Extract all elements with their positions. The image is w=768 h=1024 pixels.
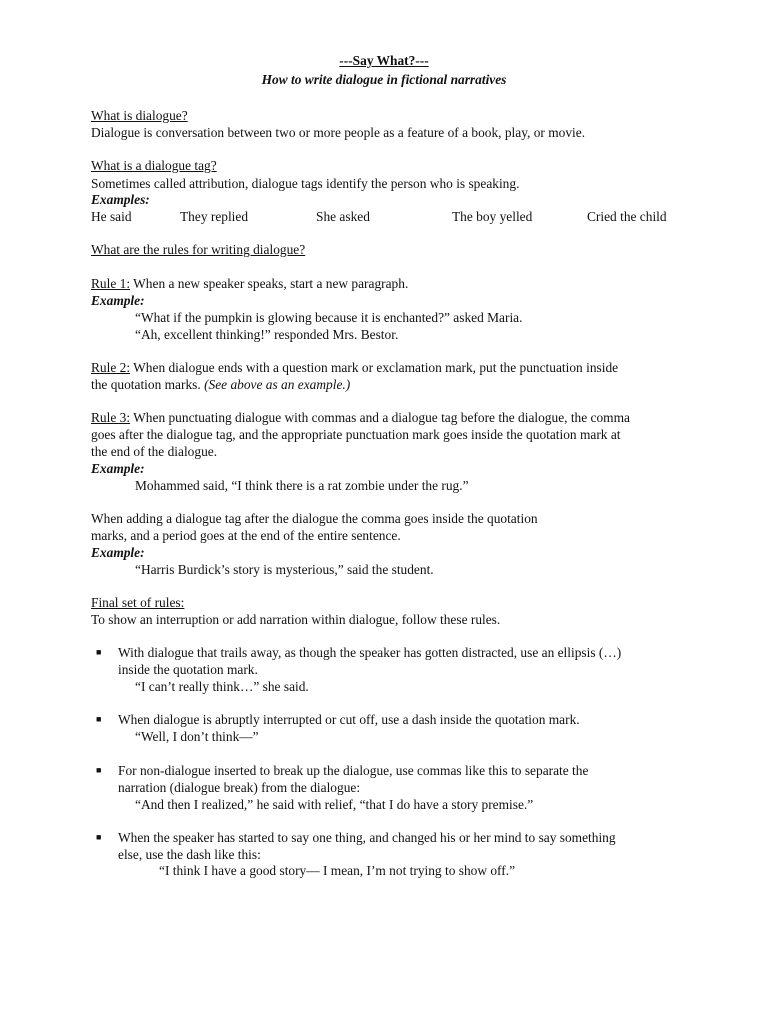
section-heading-dialogue: What is dialogue? <box>91 108 188 123</box>
examples-label: Examples: <box>91 192 150 207</box>
bullet-text: With dialogue that trails away, as though the speaker has gotten distracted, use an ellipsis (…) <box>118 645 622 660</box>
rule-3-text: When punctuating dialogue with commas and a dialogue tag before the dialogue, the comma <box>130 410 630 425</box>
tag-example: He said <box>91 209 132 224</box>
bullet-text: narration (dialogue break) from the dialogue: <box>118 780 361 795</box>
bullet-text: When the speaker has started to say one thing, and changed his or her mind to say something <box>118 830 616 845</box>
rule-1-label: Rule 1: <box>91 276 131 291</box>
rule-1-example-line: “Ah, excellent thinking!” responded Mrs. Bestor. <box>135 327 399 342</box>
bullet-example: “I can’t really think…” she said. <box>135 679 309 694</box>
bullet-text: When dialogue is abruptly interrupted or cut off, use a dash inside the quotation mark. <box>118 712 580 727</box>
rule-1-example-line: “What if the pumpkin is glowing because it is enchanted?” asked Maria. <box>135 310 523 325</box>
tag-example: The boy yelled <box>452 209 533 224</box>
square-bullet-icon: ■ <box>96 647 102 657</box>
rule-1-text: When a new speaker speaks, start a new paragraph. <box>130 276 409 291</box>
bullet-example: “I think I have a good story— I mean, I’m not trying to show off.” <box>159 863 516 878</box>
bullet-text: else, use the dash like this: <box>118 847 261 862</box>
final-rules-intro: To show an interruption or add narration within dialogue, follow these rules. <box>91 612 501 627</box>
rule-2-text: When dialogue ends with a question mark or exclamation mark, put the punctuation inside <box>130 360 619 375</box>
bullet-example: “And then I realized,” he said with relief, “that I do have a story premise.” <box>135 797 534 812</box>
page-subtitle: How to write dialogue in fictional narratives <box>261 72 507 87</box>
rule-2-text-2: the quotation marks. <box>91 377 201 392</box>
rule-2-note: (See above as an example.) <box>204 377 351 392</box>
square-bullet-icon: ■ <box>96 765 102 775</box>
tag-example: She asked <box>316 209 370 224</box>
bullet-text: inside the quotation mark. <box>118 662 258 677</box>
page-title: ---Say What?--- <box>339 53 429 68</box>
final-rules-heading: Final set of rules: <box>91 595 185 610</box>
rule-1 <box>91 275 408 292</box>
rule-3-after-line: When adding a dialogue tag after the dialogue the comma goes inside the quotation <box>91 511 538 526</box>
rule-3-line: the end of the dialogue. <box>91 444 218 459</box>
section-heading-dialogue-tag: What is a dialogue tag? <box>91 158 217 173</box>
example-label: Example: <box>91 461 145 476</box>
rules-heading: What are the rules for writing dialogue? <box>91 242 306 257</box>
dialogue-tag-definition: Sometimes called attribution, dialogue tags identify the person who is speaking. <box>91 176 520 191</box>
square-bullet-icon: ■ <box>96 714 102 724</box>
rule-3-example: Mohammed said, “I think there is a rat zombie under the rug.” <box>135 478 469 493</box>
tag-example: Cried the child <box>587 209 667 224</box>
example-label: Example: <box>91 293 145 308</box>
rule-2-continued <box>91 376 350 393</box>
rule-3-line: goes after the dialogue tag, and the appropriate punctuation mark goes inside the quotation mark at <box>91 427 621 442</box>
rule-2 <box>91 359 618 376</box>
square-bullet-icon: ■ <box>96 832 102 842</box>
rule-2-label: Rule 2: <box>91 360 131 375</box>
rule-3 <box>91 409 630 426</box>
rule-3-label: Rule 3: <box>91 410 131 425</box>
example-label: Example: <box>91 545 145 560</box>
rule-3-after-line: marks, and a period goes at the end of the entire sentence. <box>91 528 401 543</box>
bullet-example: “Well, I don’t think—” <box>135 729 259 744</box>
rule-3-example-2: “Harris Burdick’s story is mysterious,” said the student. <box>135 562 434 577</box>
dialogue-definition: Dialogue is conversation between two or more people as a feature of a book, play, or movie. <box>91 125 586 140</box>
bullet-text: For non-dialogue inserted to break up the dialogue, use commas like this to separate the <box>118 763 589 778</box>
tag-example: They replied <box>180 209 249 224</box>
